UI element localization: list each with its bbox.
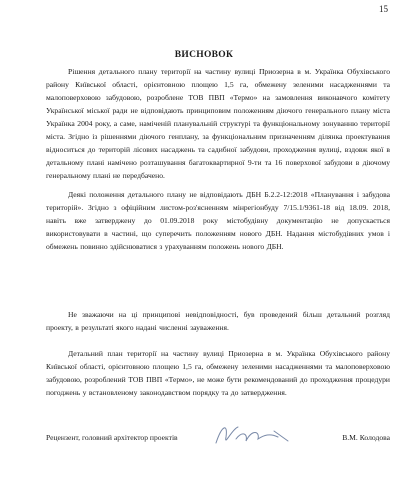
paragraph-3: Не зважаючи на ці принципові невідповідності, був проведений більш детальний розгляд проекту, в результаті якого надані численні зауваження. bbox=[46, 310, 390, 332]
paragraph-1: Рішення детального плану території на частину вулиці Приозерна в м. Українка Обухівського району Київської області, орієнтовною площею 1,5 га, обмежену зеленими насадженнями та малоповерховою забудовою, розроблене ТОВ ПВП «Термо» на замовлення виконавчого комітету Української міської ради не відповідають принциповим положенням діючого генерального плану міста Українка 2004 року, а саме, наміченій планувальній структурі та функціональному зонуванню території міста. Згідно із рішеннями діючого генплану, за функціональним призначенням ділянка проектування відноситься до територій лісових насаджень та садибної забудови, проходження вулиці, вздовж якої в детальному плані намічено розташування багатоквартирної 9-ти та 16 поверхової забудови в діючому генеральному плані не передбачено. bbox=[46, 67, 390, 180]
document-title: ВИСНОВОК bbox=[174, 50, 234, 60]
handwritten-signature bbox=[208, 421, 298, 451]
reviewer-role: Рецензент, головний архітектор проектів bbox=[46, 433, 178, 442]
paragraph-4: Детальний план території на частину вулиці Приозерна в м. Українка Обухівського району Київської області, орієнтовною площею 1,5 га, обмежену зеленими насадженнями та малоповерховою забудовою, розроблений ТОВ ПВП «Термо», не може бути рекомендований до проходження процедури погоджень у встановленому законодавством порядку та до затвердження. bbox=[46, 349, 390, 397]
signature-block bbox=[46, 433, 390, 463]
reviewer-name: В.М. Колодова bbox=[342, 433, 390, 442]
paragraph-2: Деякі положення детального плану не відповідають ДБН Б.2.2-12:2018 «Планування і забудова територій». Згідно з офіційним листом-роз'ясненням мінрегіонбуду 7/15.1/9361-18 від 18.09. 2018, навіть вже затверджену до 01.09.2018 року містобудівну документацію не допускається використовувати в частині, що суперечить положенням нового ДБН. Надання містобудівних умов і обмежень повинно здійснюватися з урахуванням положень нового ДБН. bbox=[46, 190, 390, 251]
page-number: 15 bbox=[379, 4, 388, 14]
